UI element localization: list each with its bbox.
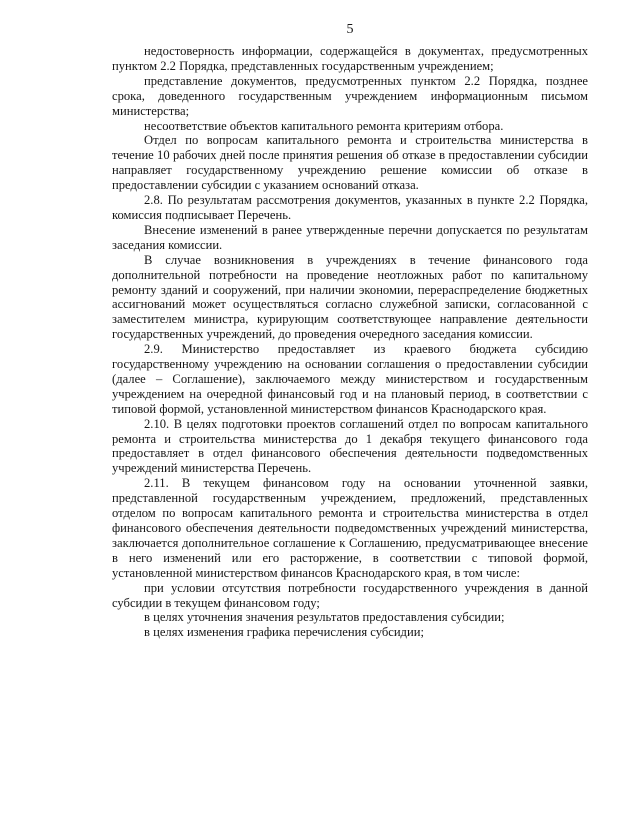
paragraph: 2.8. По результатам рассмотрения документов, указанных в пункте 2.2 Порядка, комиссия подписывает Перечень. xyxy=(112,193,588,222)
document-body xyxy=(112,44,588,640)
paragraph: 2.11. В текущем финансовом году на основании уточненной заявки, представленной государственным учреждением, предложений, представленных отделом по вопросам капитального ремонта и строительства министерства в отдел финансового обеспечения деятельности подведомственных учреждений министерства, заключается дополнительное соглашение к Соглашению, предусматривающее внесение в него изменений или его расторжение, в соответствии с типовой формой, установленной министерством финансов Краснодарского края, в том числе: xyxy=(112,476,588,580)
paragraph: 2.10. В целях подготовки проектов соглашений отдел по вопросам капитального ремонта и строительства министерства до 1 декабря текущего финансового года предоставляет в отдел финансового обеспечения деятельности подведомственных учреждений министерства Перечень. xyxy=(112,416,588,476)
paragraph: недостоверность информации, содержащейся в документах, предусмотренных пунктом 2.2 Порядка, представленных государственным учреждением; xyxy=(112,44,588,73)
list-item: в целях изменения графика перечисления субсидии; xyxy=(144,625,424,640)
paragraph: В случае возникновения в учреждениях в течение финансового года дополнительной потребности на проведение неотложных работ по капитальному ремонту зданий и сооружений, при наличии экономии, перераспределение бюджетных ассигнований может осуществляться согласно служебной записки, согласованной с заместителем министра, курирующим соответствующее направление деятельности государственных учреждений, до проведения очередного заседания комиссии. xyxy=(112,252,588,342)
paragraph: Отдел по вопросам капитального ремонта и строительства министерства в течение 10 рабочих дней после принятия решения об отказе в предоставлении субсидии направляет государственному учреждению решение комиссии об отказе в предоставлении субсидии с указанием оснований отказа. xyxy=(112,133,588,193)
page-number: 5 xyxy=(346,22,354,37)
paragraph: несоответствие объектов капитального ремонта критериям отбора. xyxy=(144,118,504,133)
paragraph: Внесение изменений в ранее утвержденные перечни допускается по результатам заседания комиссии. xyxy=(112,222,588,252)
list-item: при условии отсутствия потребности государственного учреждения в данной субсидии в текущем финансовом году; xyxy=(112,580,588,610)
list-item: в целях уточнения значения результатов предоставления субсидии; xyxy=(144,610,505,625)
paragraph: 2.9. Министерство предоставляет из краевого бюджета субсидию государственному учреждению на основании соглашения о предоставлении субсидии (далее – Соглашение), заключаемого между министерством и государственным учреждением на очередной финансовый год и на плановый период, в соответствии с типовой формой, установленной министерством финансов Краснодарского края. xyxy=(112,342,588,416)
paragraph: представление документов, предусмотренных пунктом 2.2 Порядка, позднее срока, доведенного государственным учреждением информационным письмом министерства; xyxy=(112,73,588,118)
